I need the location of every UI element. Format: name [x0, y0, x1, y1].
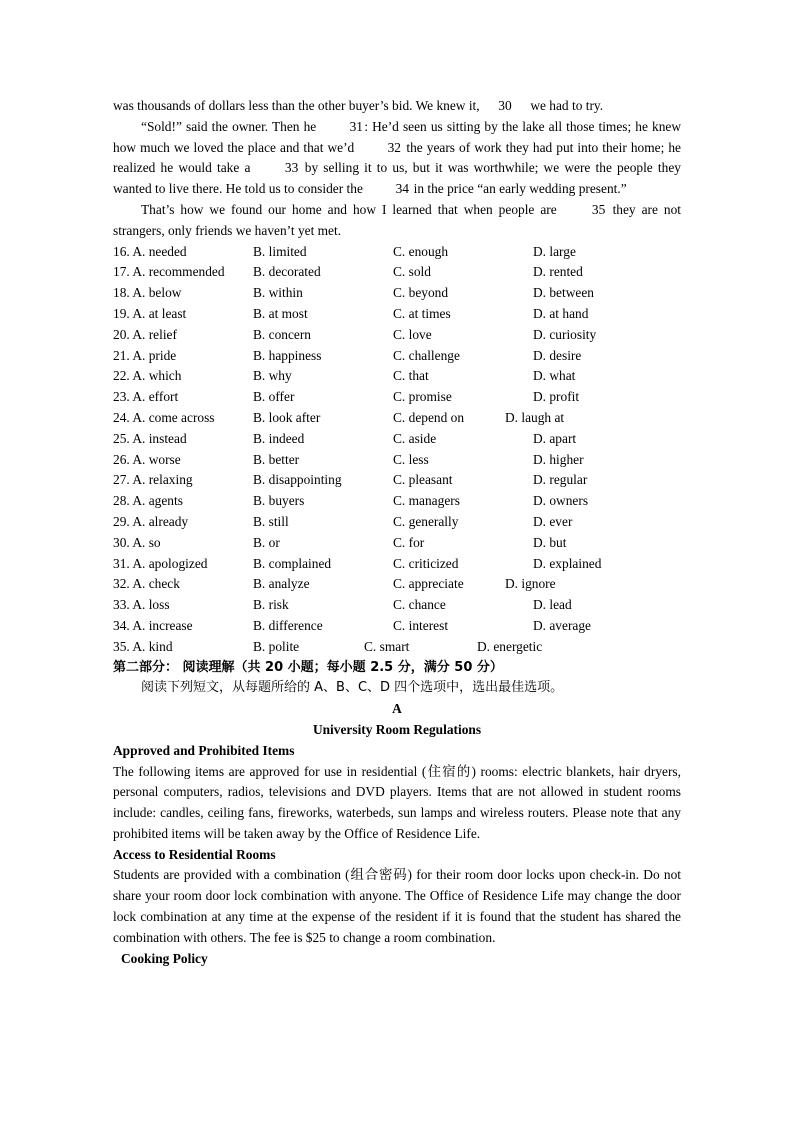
option-a: 23. A. effort — [113, 389, 179, 405]
option-b: B. polite — [253, 638, 300, 654]
option-a: 35. A. kind — [113, 638, 173, 654]
option-row-26 — [113, 450, 681, 471]
option-a: 34. A. increase — [113, 617, 193, 633]
option-d: D. at hand — [533, 305, 589, 321]
passage-line — [113, 96, 681, 117]
option-b: B. difference — [253, 617, 323, 633]
option-c: C. pleasant — [393, 472, 453, 488]
blank-35: 35 — [591, 201, 606, 217]
option-d: D. profit — [533, 389, 580, 405]
option-row-16 — [113, 242, 681, 263]
subheading-approved-items: Approved and Prohibited Items — [113, 742, 295, 758]
option-c: C. criticized — [393, 555, 459, 571]
blank-33: 33 — [284, 160, 299, 176]
option-c: C. interest — [393, 617, 449, 633]
option-row-22 — [113, 366, 681, 387]
option-d: D. rented — [533, 264, 583, 280]
option-a: 16. A. needed — [113, 243, 187, 259]
subheading-cooking: Cooking Policy — [121, 950, 208, 966]
option-a: 18. A. below — [113, 285, 182, 301]
blank-31: 31 — [349, 118, 363, 134]
option-b: B. or — [253, 534, 280, 550]
option-d: D. ever — [533, 513, 573, 529]
option-c: C. sold — [393, 264, 431, 280]
passage-text: was thousands of dollars less than the other buyer’s bid. We knew it, — [113, 98, 480, 113]
option-b: B. disappointing — [253, 472, 342, 488]
option-b: B. risk — [253, 597, 289, 613]
option-a: 19. A. at least — [113, 305, 187, 321]
option-c: C. enough — [393, 243, 449, 259]
passage-text: the years of work they had put into their home; he realized he would take a — [113, 139, 681, 176]
option-c: C. chance — [393, 597, 446, 613]
option-a: 22. A. which — [113, 368, 182, 384]
option-row-28 — [113, 491, 681, 512]
passage-text: “Sold!” said the owner. Then he — [141, 118, 317, 134]
option-d: D. energetic — [477, 638, 543, 654]
option-d: D. laugh at — [505, 409, 565, 425]
options-list — [113, 242, 681, 658]
option-b: B. look after — [253, 409, 321, 425]
option-d: D. between — [533, 285, 594, 301]
option-a: 27. A. relaxing — [113, 472, 193, 488]
option-a: 26. A. worse — [113, 451, 181, 467]
option-b: B. complained — [253, 555, 332, 571]
option-row-23 — [113, 387, 681, 408]
paragraph-approved-items: The following items are approved for use in residential (住宿的) rooms: electric blankets, hair dryers, personal computers, radios, televisions and DVD players. Items that are not allowed in student rooms include: candles, ceiling fans, fireworks, waterbeds, sun lamps and wireless routers. Please note that any prohibited items will be taken away by the Office of Residence Life. — [113, 763, 681, 841]
option-c: C. for — [393, 534, 425, 550]
option-d: D. higher — [533, 451, 584, 467]
passage-text: they are not strangers, only friends we haven’t yet met. — [113, 201, 681, 238]
option-b: B. decorated — [253, 264, 321, 280]
option-a: 21. A. pride — [113, 347, 177, 363]
option-a: 31. A. apologized — [113, 555, 208, 571]
option-d: D. apart — [533, 430, 577, 446]
option-row-18 — [113, 283, 681, 304]
passage-paragraph-3 — [113, 200, 681, 242]
option-b: B. still — [253, 513, 289, 529]
option-b: B. offer — [253, 389, 295, 405]
option-c: C. appreciate — [393, 576, 464, 592]
passage-text: we had to try. — [530, 98, 604, 113]
option-d: D. curiosity — [533, 326, 597, 342]
option-b: B. limited — [253, 243, 307, 259]
option-a: 30. A. so — [113, 534, 161, 550]
option-d: D. what — [533, 368, 576, 384]
option-b: B. why — [253, 368, 292, 384]
passage-text: by selling it to us, but it was worthwhile; we were the people they wanted to live there. He told us to consider the — [113, 160, 681, 197]
article-title: University Room Regulations — [312, 721, 482, 737]
option-c: C. at times — [393, 305, 451, 321]
option-c: C. managers — [393, 493, 460, 509]
passage-text: in the price “an early wedding present.” — [413, 181, 627, 197]
option-c: C. challenge — [393, 347, 460, 363]
part2-heading: 第二部分： 阅读理解（共 20 小题；每小题 2.5 分，满分 50 分） — [113, 659, 503, 675]
option-row-27 — [113, 470, 681, 491]
option-a: 24. A. come across — [113, 409, 215, 425]
blank-32: 32 — [387, 139, 401, 155]
option-c: C. beyond — [393, 285, 449, 301]
option-b: B. indeed — [253, 430, 305, 446]
option-row-25 — [113, 429, 681, 450]
option-a: 32. A. check — [113, 576, 180, 592]
option-b: B. analyze — [253, 576, 310, 592]
option-a: 20. A. relief — [113, 326, 177, 342]
option-d: D. regular — [533, 472, 588, 488]
passage-text: : He’d seen us sitting by the lake all those times; he knew how much we loved the place and that we’d — [113, 118, 682, 155]
part2-instruction: 阅读下列短文，从每题所给的 A、B、C、D 四个选项中，选出最佳选项。 — [141, 680, 564, 696]
option-d: D. lead — [533, 597, 572, 613]
option-b: B. within — [253, 285, 303, 301]
option-c: C. aside — [393, 430, 437, 446]
option-c: C. love — [393, 326, 432, 342]
subheading-access: Access to Residential Rooms — [113, 846, 276, 862]
option-b: B. at most — [253, 305, 308, 321]
option-row-34 — [113, 616, 681, 637]
option-b: B. happiness — [253, 347, 322, 363]
page — [113, 96, 681, 969]
option-c: C. generally — [393, 513, 459, 529]
blank-30: 30 — [498, 98, 512, 113]
option-row-21 — [113, 346, 681, 367]
option-b: B. buyers — [253, 493, 305, 509]
option-d: D. large — [533, 243, 576, 259]
option-d: D. but — [533, 534, 567, 550]
paragraph-access: Students are provided with a combination (组合密码) for their room door locks upon check-in. Do not share your room door lock combination with anyone. The Office of Residence Life may change the door lock combination at any time at the expense of the resident if it is found that the student has shared the combination with others. The fee is $25 to change a room combination. — [113, 867, 681, 945]
option-d: D. ignore — [505, 576, 556, 592]
passage-text: That’s how we found our home and how I learned that when people are — [141, 201, 557, 217]
option-c: C. depend on — [393, 409, 465, 425]
option-d: D. desire — [533, 347, 582, 363]
option-b: B. better — [253, 451, 300, 467]
option-a: 28. A. agents — [113, 493, 183, 509]
section-letter: A — [392, 701, 402, 717]
option-row-17 — [113, 262, 681, 283]
option-d: D. owners — [533, 493, 589, 509]
option-d: D. average — [533, 617, 591, 633]
blank-34: 34 — [395, 181, 409, 197]
option-row-29 — [113, 512, 681, 533]
option-a: 25. A. instead — [113, 430, 187, 446]
option-row-24 — [113, 408, 681, 429]
passage-paragraph-2 — [113, 117, 681, 200]
option-a: 17. A. recommended — [113, 264, 225, 280]
option-row-31 — [113, 554, 681, 575]
option-c: C. promise — [393, 389, 452, 405]
option-d: D. explained — [533, 555, 602, 571]
option-c: C. less — [393, 451, 429, 467]
option-b: B. concern — [253, 326, 312, 342]
option-a: 33. A. loss — [113, 597, 170, 613]
option-c: C. that — [393, 368, 429, 384]
option-row-33 — [113, 595, 681, 616]
option-row-32 — [113, 574, 681, 595]
option-c: C. smart — [364, 638, 410, 654]
option-row-35 — [113, 637, 681, 658]
option-row-19 — [113, 304, 681, 325]
option-row-20 — [113, 325, 681, 346]
option-a: 29. A. already — [113, 513, 189, 529]
option-row-30 — [113, 533, 681, 554]
